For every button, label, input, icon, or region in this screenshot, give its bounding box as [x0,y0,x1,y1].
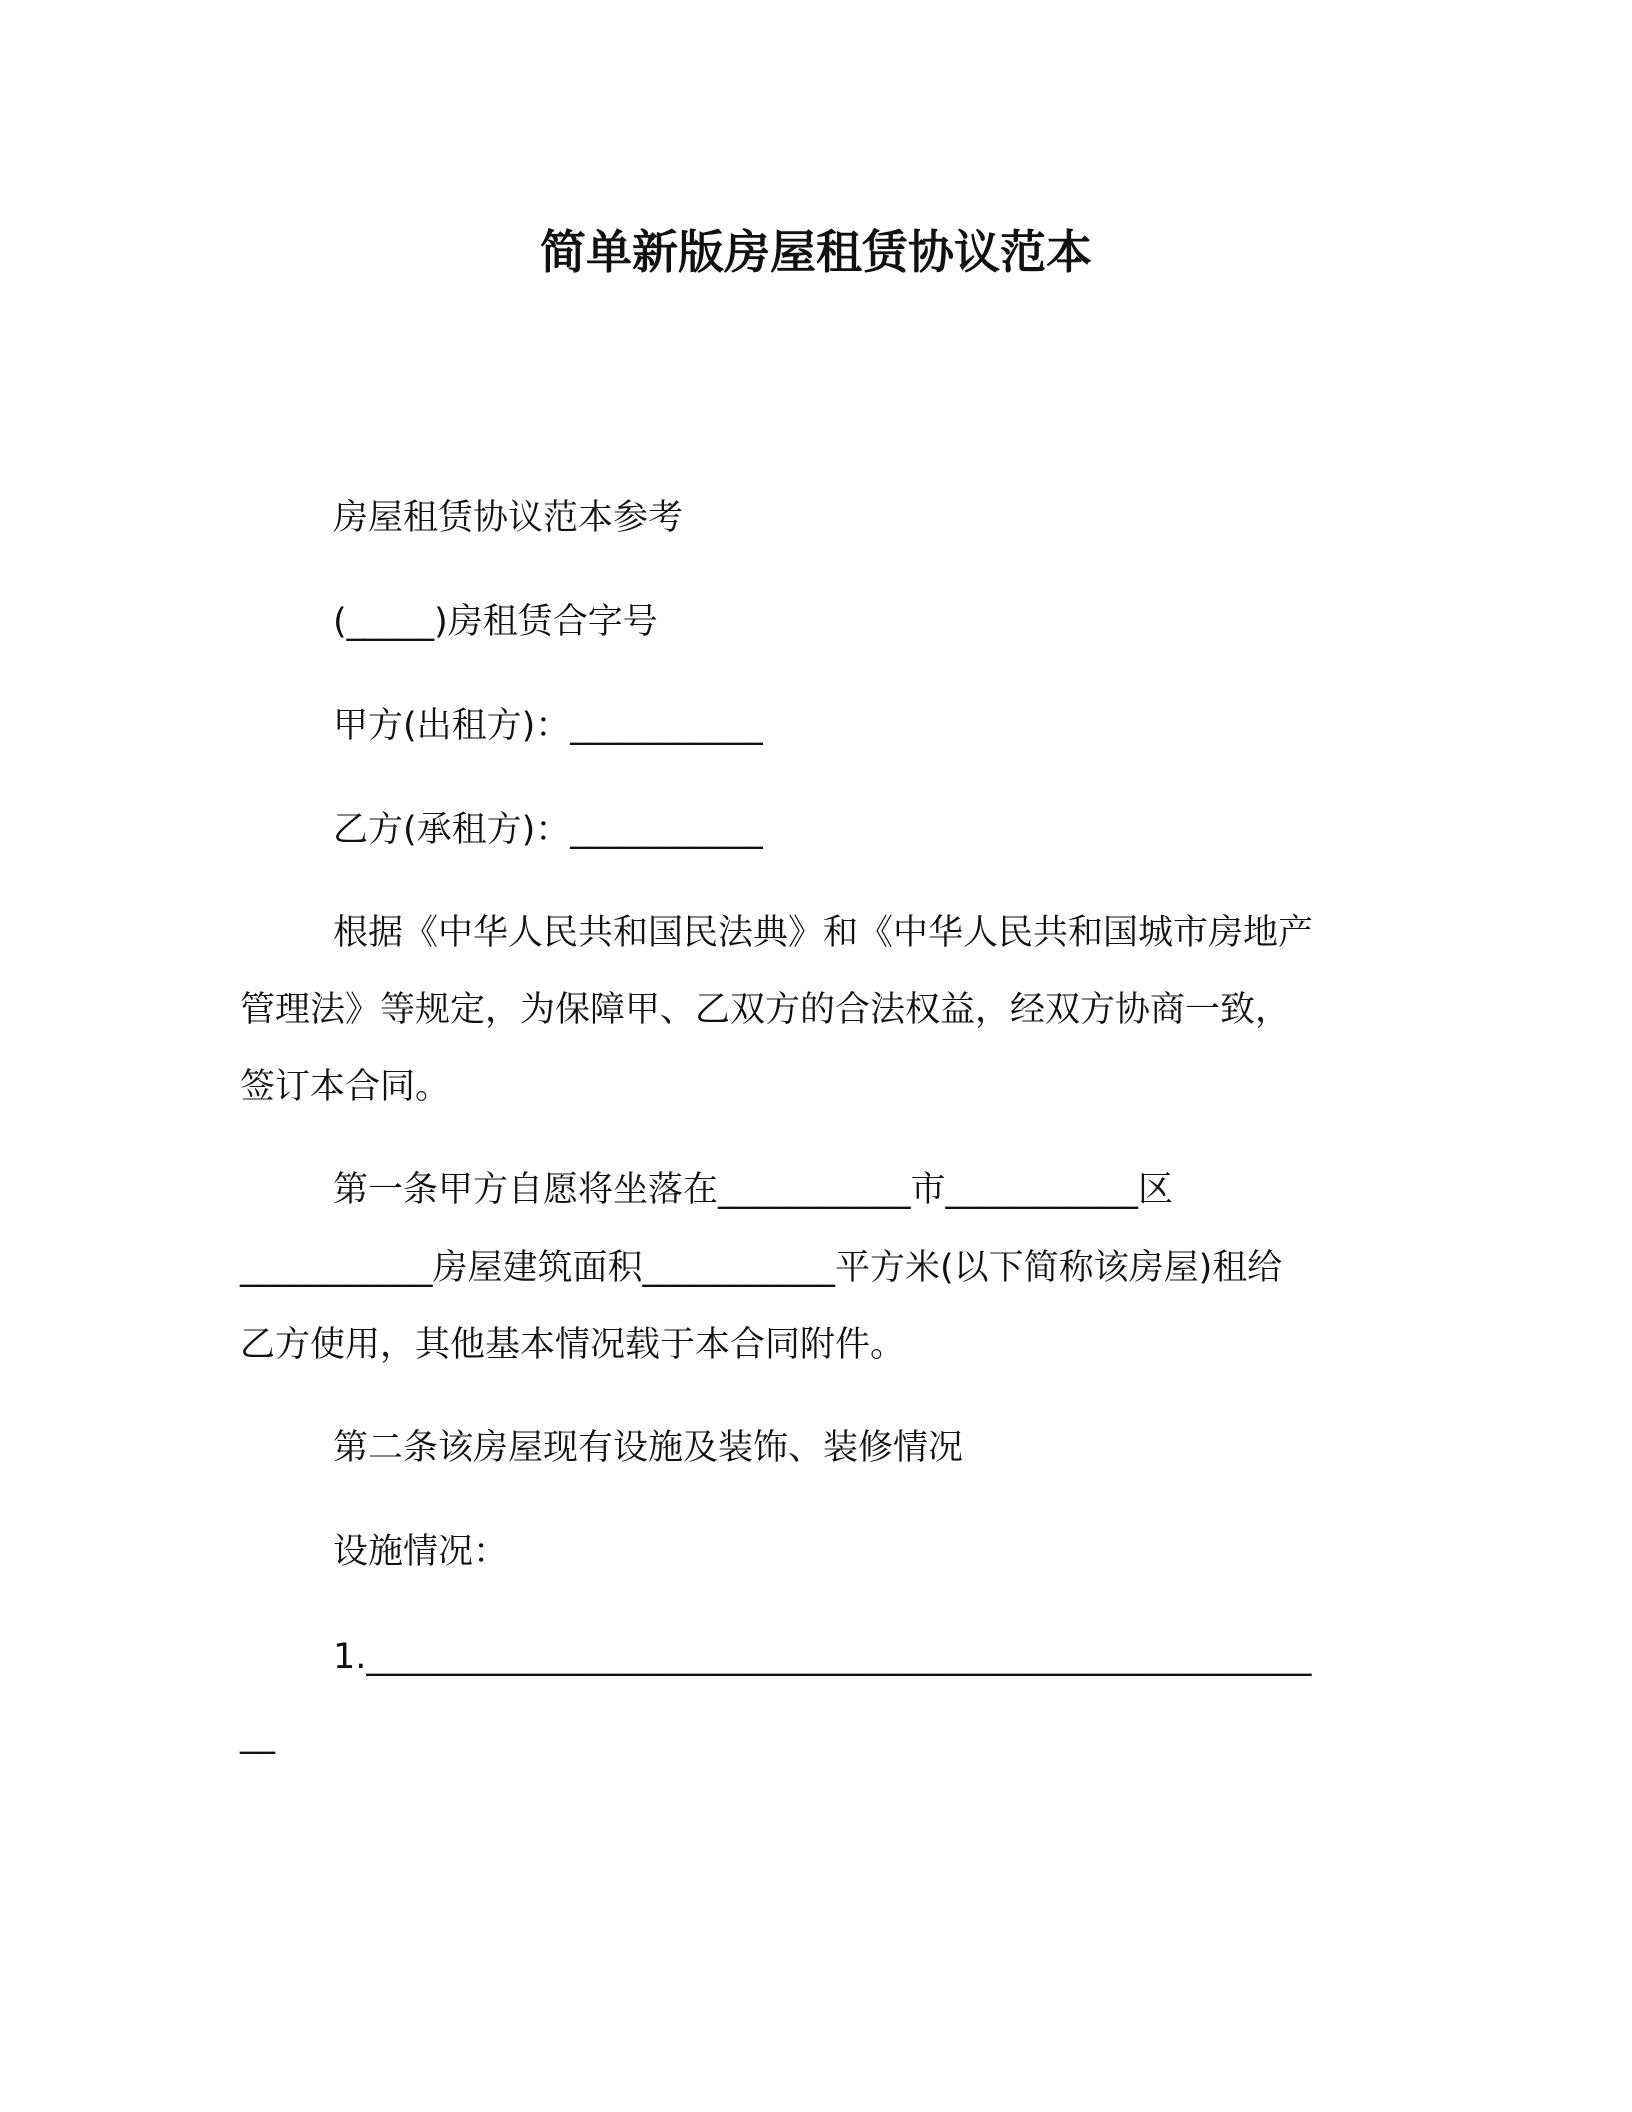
facilities-item-1: 1.______________________________________________________ [333,1637,1312,1677]
paragraph-party-b: 乙方(承租方)：___________ [333,810,763,850]
article-1-line-3: 乙方使用，其他基本情况载于本合同附件。 [240,1325,906,1365]
article-1-line-1: 第一条甲方自愿将坐落在___________市___________区 [333,1170,1174,1210]
paragraph-preamble-line-1: 根据《中华人民共和国民法典》和《中华人民共和国城市房地产 [333,913,1314,953]
paragraph-party-a: 甲方(出租方)：___________ [333,706,763,746]
facilities-item-1-continuation: __ [240,1715,275,1755]
paragraph-subtitle: 房屋租赁协议范本参考 [333,498,684,538]
article-2-heading: 第二条该房屋现有设施及装饰、装修情况 [333,1428,964,1468]
facilities-label: 设施情况： [333,1532,509,1572]
paragraph-preamble-line-3: 签订本合同。 [240,1067,451,1107]
paragraph-contract-number: (_____)房租赁合字号 [333,602,658,642]
document-title: 简单新版房屋租赁协议范本 [540,225,1092,279]
paragraph-preamble-line-2: 管理法》等规定，为保障甲、乙双方的合法权益，经双方协商一致， [240,990,1291,1030]
article-1-line-2: ___________房屋建筑面积___________平方米(以下简称该房屋)租给 [240,1248,1283,1288]
